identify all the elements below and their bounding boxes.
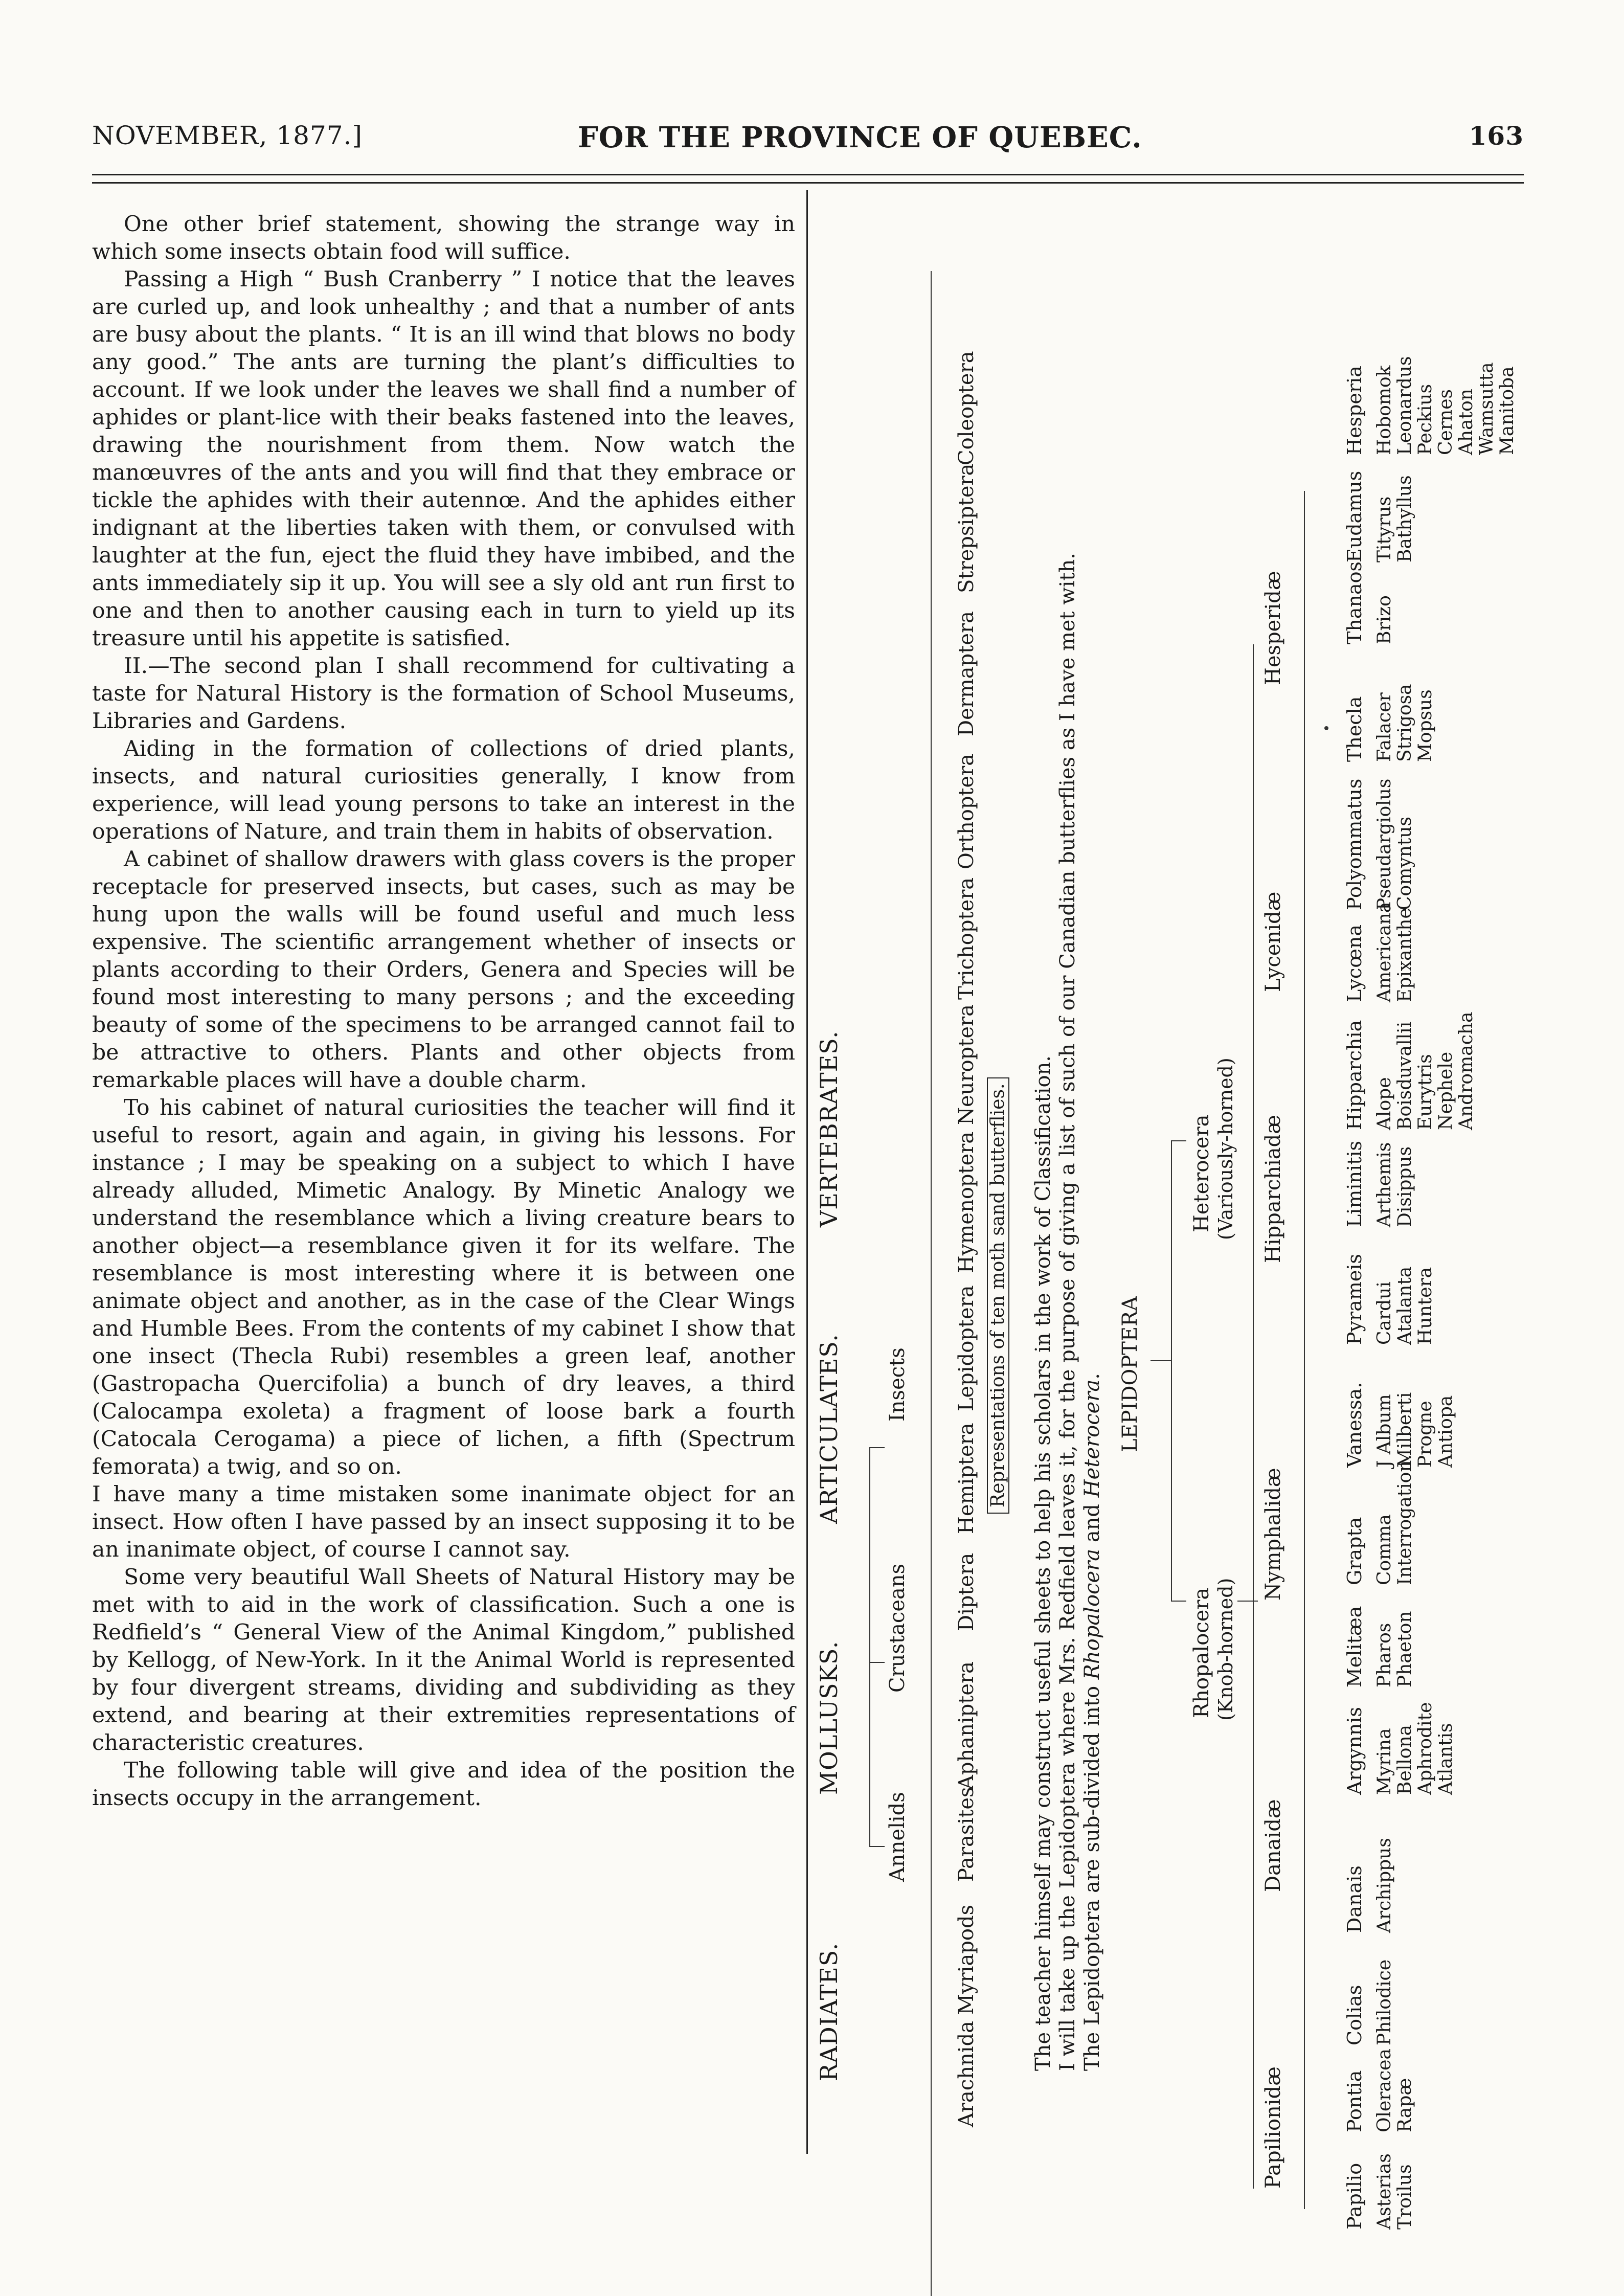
order-arachnida: Arachnida [955, 2020, 978, 2127]
family-lycenidae: Lycenidæ [1261, 891, 1285, 992]
order-dermaptera: Dermaptera [955, 611, 978, 736]
header-title: FOR THE PROVINCE OF QUEBEC. [578, 121, 1142, 154]
kingdom-vertebrates: VERTEBRATES. [815, 1030, 843, 1227]
term-heterocera: Heterocera [1080, 1379, 1104, 1498]
family-nymphalidae: Nymphalidæ [1261, 1468, 1285, 1601]
genus-argynnis: Argynnis [1343, 1706, 1366, 1795]
species: Progne [1415, 1401, 1436, 1468]
order-diptera: Diptera [955, 1552, 978, 1631]
article-column [92, 211, 795, 1812]
tree-connector [1171, 1601, 1186, 1602]
paragraph: To his cabinet of natural curiosities the teacher will find it useful to resort, again and again, in giving his lessons. For instance ; I may be speaking on a subject to which I have already alluded, Mimetic Analogy. By Minetic Analogy we understand the resemblance which a living creature bears to another object—a resemblance given it for its welfare. The resemblance is most interesting where it is between one animate object and another, as in the case of the Clear Wings and Humble Bees. From the contents of my cabinet I show that one insect (Thecla Rubi) resembles a green leaf, another (Gastropacha Quercifolia) a bunch of dry leaves, a third (Calocampa exoleta) a fragment of loose bark a fourth (Catocala Cerogama) a piece of lichen, a fifth (Spectrum femorata) a twig, and so on. [92, 1095, 795, 1479]
stray-dot [1324, 726, 1328, 730]
species: Comyntus [1394, 816, 1415, 910]
genus-vanessa: Vanessa. [1343, 1382, 1366, 1468]
tree-bracket-genera [1304, 491, 1305, 2209]
species: Aphrodite [1415, 1702, 1436, 1795]
bracket-orders [931, 271, 932, 2296]
species: Myrina [1374, 1728, 1395, 1795]
species: Disippus [1394, 1146, 1415, 1227]
order-orthoptera: Orthoptera [955, 753, 978, 869]
species: Antiopa [1435, 1395, 1456, 1468]
teacher-note-line1: The teacher himself may construct useful sheets to help his scholars in the work of Classification. [1031, 1055, 1055, 2071]
species: Hobomok [1374, 365, 1395, 455]
bracket-tick [869, 1447, 885, 1448]
order-hemiptera: Hemiptera [955, 1423, 978, 1534]
species: Huntera [1415, 1267, 1436, 1345]
genus-hipparchia: Hipparchia [1343, 1020, 1366, 1130]
paragraph: Some very beautiful Wall Sheets of Natural History may be met with to aid in the work of classification. Such a one is Redfield’s “ General View of the Animal Kingdom,” published by Kellogg, of New-York. In it the Animal World is represented by four divergent streams, dividing and subdividing as they extend, and bearing at their extremities representations of characteristic creatures. [92, 1565, 795, 1755]
paragraph: Aiding in the formation of collections of dried plants, insects, and natural curiosities generally, I know from experience, will lead young persons to take an interest in the operations of Nature, and train them in habits of observation. [92, 736, 795, 844]
genus-hesperia: Hesperia [1343, 366, 1366, 455]
genus-lycoena: Lycœna [1343, 924, 1366, 1002]
species: Nephele [1435, 1051, 1456, 1130]
page-number: 163 [1469, 121, 1524, 151]
tree-connector [1171, 1140, 1186, 1141]
classification-table [813, 194, 1539, 2230]
genus-polyommatus: Polyommatus [1343, 778, 1366, 910]
species: Leonardus [1394, 356, 1415, 455]
order-parasites: Parasites [955, 1787, 978, 1882]
species: Philodice [1374, 1959, 1395, 2045]
genus-danais: Danais [1343, 1865, 1366, 1933]
paragraph: The following table will give and idea of the position the insects occupy in the arrangement. [92, 1758, 795, 1811]
species: Eurytris [1415, 1054, 1436, 1130]
term-rhopalocera: Rhopalocera [1080, 1548, 1104, 1680]
genus-papilio: Papilio [1343, 2163, 1366, 2230]
order-aphaniptera: Aphaniptera [955, 1661, 978, 1790]
species: Asterias [1374, 2153, 1395, 2230]
kingdom-mollusks: MOLLUSKS. [815, 1640, 843, 1795]
species: Epixanthe [1394, 908, 1415, 1002]
order-strepsiptera: Strepsiptera [955, 463, 978, 593]
paragraph: A cabinet of shallow drawers with glass covers is the proper receptacle for preserved insects, but cases, such as may be hung upon the walls will be found useful and much less expensive. The scientific arrangement whether of insects or plants according to their Orders, Genera and Species will be found most interesting to many persons ; and the exceeding beauty of some of the specimens to be arranged cannot fail to be attractive to others. Plants and other objects from remarkable places will have a double charm. [92, 847, 795, 1093]
genus-grapta: Grapta [1343, 1517, 1366, 1585]
tree-connector [1151, 1360, 1171, 1361]
species: Oleracea [1374, 2049, 1395, 2132]
species: Peckius [1415, 384, 1436, 455]
order-myriapods: Myriapods [955, 1904, 978, 2015]
order-hymenoptera: Hymenoptera [955, 1131, 978, 1273]
genus-pyrameis: Pyrameis [1343, 1253, 1366, 1345]
species: Andromacha [1456, 1011, 1477, 1130]
species: Interrogation. [1394, 1454, 1415, 1585]
rhopalocera: Rhopalocera [1190, 1587, 1213, 1718]
species: Cernes [1435, 389, 1456, 455]
bracket-tick [869, 1662, 885, 1663]
tree-bracket-root [1171, 1140, 1172, 1601]
paragraph: II.—The second plan I shall recommend for cultivating a taste for Natural History is the formation of School Museums, Libraries and Gardens. [92, 654, 795, 734]
species: Americana [1374, 902, 1395, 1002]
species: Atlantis [1435, 1723, 1456, 1795]
representation-note: Representations of ten moth sand butterflies. [987, 1077, 1009, 1514]
species: Strigosa [1394, 684, 1415, 762]
species: Mopsus [1415, 689, 1436, 762]
order-neuroptera: Neuroptera [955, 1004, 978, 1125]
genus-pontia: Pontia [1343, 2070, 1366, 2132]
species: Milberti [1394, 1392, 1415, 1468]
heterocera: Heterocera [1190, 1114, 1213, 1232]
kingdom-articulates: ARTICULATES. [815, 1334, 843, 1524]
species: Troilus [1394, 2164, 1415, 2230]
family-danaidae: Danaidæ [1261, 1799, 1285, 1892]
species: Comma [1374, 1514, 1395, 1585]
genus-thanaos: Thanaos [1343, 561, 1366, 644]
genus-thecla: Thecla [1343, 696, 1366, 762]
family-papilionidae: Papilionidæ [1261, 2066, 1285, 2189]
paragraph: One other brief statement, showing the strange way in which some insects obtain food will suffice. [92, 212, 795, 264]
species: Arthemis [1374, 1142, 1395, 1227]
species: Falacer [1374, 692, 1395, 762]
species: Atalanta [1394, 1266, 1415, 1345]
header-rule-top [92, 174, 1524, 175]
species: J Album [1374, 1394, 1395, 1468]
species: Brizo [1374, 595, 1395, 644]
species: Manitoba [1497, 366, 1518, 455]
species: Phaeton [1394, 1611, 1415, 1687]
order-lepidoptera: Lepidoptera [955, 1285, 978, 1411]
running-header [92, 121, 1524, 167]
species: Tityrus [1374, 496, 1395, 562]
species: Alope [1374, 1077, 1395, 1130]
column-divider [806, 190, 808, 2154]
family-hesperidae: Hesperidæ [1261, 571, 1285, 685]
species: Bellona [1394, 1724, 1415, 1795]
paragraph: I have many a time mistaken some inanimate object for an insect. How often I have passed by an insect supposing it to be an inanimate object, of course I cannot say. [92, 1482, 795, 1562]
teacher-note-line2: I will take up the Lepidoptera where Mrs. Redfield leaves it, for the purpose of giving a list of such of our Canadian butterflies as I have met with. [1056, 553, 1079, 2071]
bracket-articulates [869, 1447, 870, 1846]
species: Ahaton [1456, 389, 1477, 455]
species: Rapæ [1394, 2078, 1415, 2132]
paragraph: Passing a High “ Bush Cranberry ” I notice that the leaves are curled up, and look unhealthy ; and that a number of ants are busy about the plants. “ It is an ill wind that blows no body any good.” The ants are turning the plant’s difficulties to account. If we look under the leaves we shall find a number of aphides or plant-lice with their beaks fastened into the leaves, drawing the nourishment from them. Now watch the manœuvres of the ants and you will find that they embrace or tickle the aphides with their autennœ. And the aphides either indignant at the liberties taken with them, or convulsed with laughter at the fun, eject the fluid they have imbibed, and the ants immediately sip it up. You will see a sly old ant run first to one and then to another causing each in turn to yield up its treasure until his appetite is satisfied. [92, 267, 795, 651]
heterocera-note: (Variously-horned) [1214, 1057, 1237, 1240]
species: Wamsutta [1476, 362, 1497, 455]
genus-colias: Colias [1343, 1985, 1366, 2045]
tree-connector [1237, 1601, 1258, 1602]
kingdom-radiates: RADIATES. [815, 1942, 843, 2081]
teacher-note-line3: The Lepidoptera are sub-divided into Rhopalocera and Heterocera. [1080, 1372, 1104, 2071]
header-rule-bottom [92, 182, 1524, 184]
genus-melitaea: Melitæa [1343, 1606, 1366, 1687]
group-annelids: Annelids [886, 1792, 909, 1882]
species: Pseudargiolus [1374, 778, 1395, 910]
species: Bathyllus [1394, 475, 1415, 562]
header-date: NOVEMBER, 1877.] [92, 121, 363, 150]
tree-bracket-families [1253, 644, 1254, 2189]
rhopalocera-note: (Knob-horned) [1214, 1578, 1237, 1721]
tree-root-lepidoptera: LEPIDOPTERA [1118, 1296, 1142, 1452]
family-hipparchiadae: Hipparchiadæ [1261, 1115, 1285, 1263]
group-crustaceans: Crustaceans [886, 1563, 909, 1693]
bracket-tick [869, 1846, 885, 1847]
genus-liminitis: Liminitis [1343, 1140, 1366, 1227]
species: Pharos [1374, 1623, 1395, 1687]
group-insects: Insects [886, 1347, 909, 1422]
order-coleoptera: Coleoptera [955, 351, 978, 465]
species: Boisduvallii [1394, 1021, 1415, 1130]
species: Archippus [1374, 1838, 1395, 1933]
order-trichoptera: Trichoptera [955, 877, 978, 1000]
species: Cardui [1374, 1281, 1395, 1345]
genus-eudamus: Eudamus [1343, 470, 1366, 562]
